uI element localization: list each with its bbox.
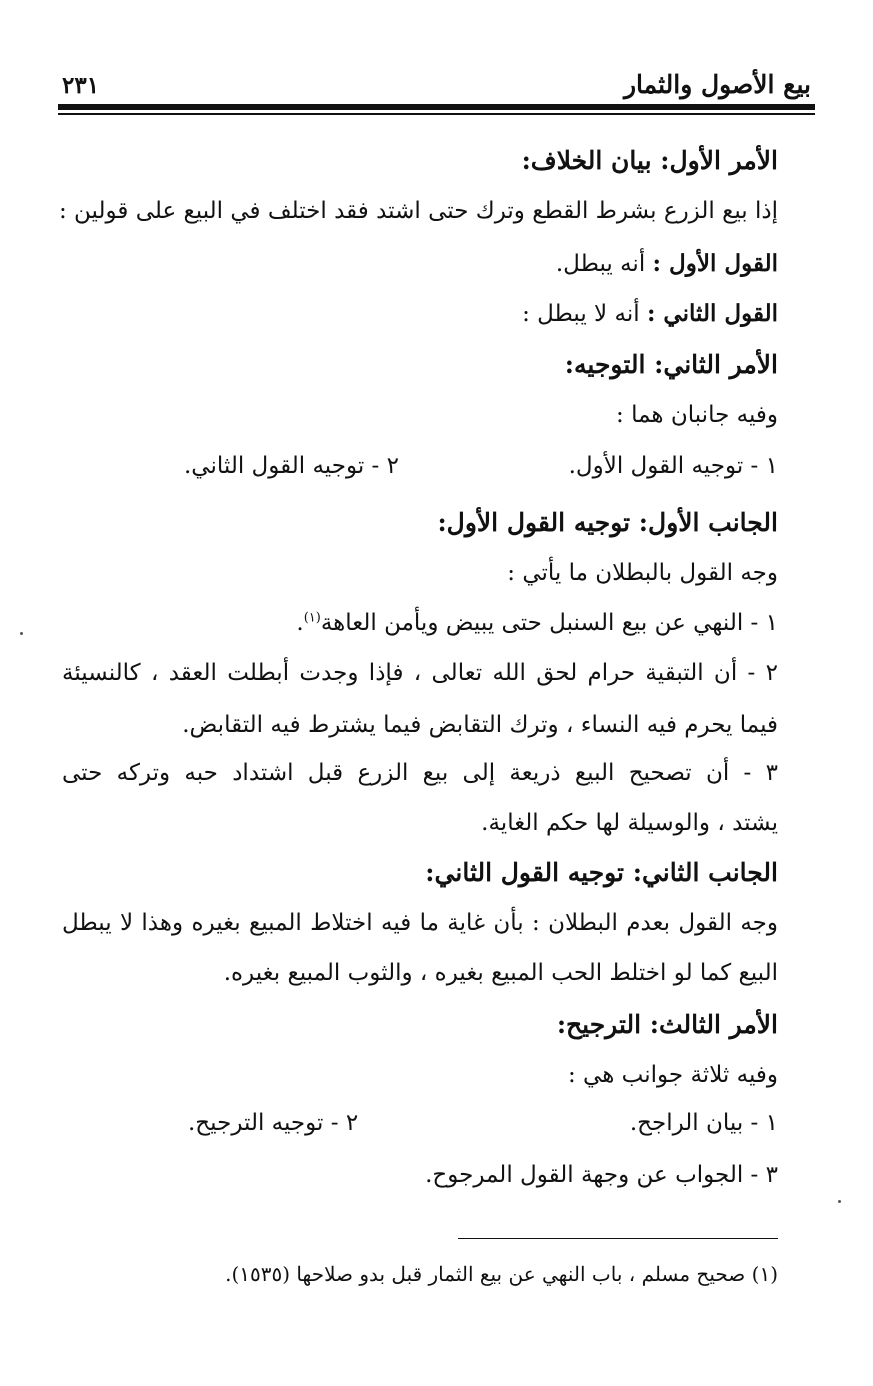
tarjih-item-2: ٢ - توجيه الترجيح. bbox=[188, 1110, 359, 1136]
footnote-ref: (١) bbox=[303, 610, 321, 626]
section-heading-4: الجانب الثاني: توجيه القول الثاني: bbox=[425, 858, 778, 887]
second-opinion-line-2: البيع كما لو اختلط الحب المبيع بغيره ، والثوب المبيع بغيره. bbox=[223, 960, 778, 986]
scan-speck bbox=[838, 1200, 841, 1203]
aspect-item-2: ٢ - توجيه القول الثاني. bbox=[184, 453, 400, 479]
second-opinion-line-1: وجه القول بعدم البطلان : بأن غاية ما فيه اختلاط المبيع بغيره وهذا لا يبطل bbox=[62, 910, 778, 936]
reason-item-3-line-1: ٣ - أن تصحيح البيع ذريعة إلى بيع الزرع قبل اشتداد حبه وتركه حتى bbox=[62, 760, 778, 786]
running-header-title: بيع الأصول والثمار bbox=[623, 70, 811, 99]
intro-paragraph: إذا بيع الزرع بشرط القطع وترك حتى اشتد فقد اختلف في البيع على قولين : bbox=[58, 198, 778, 224]
reason-item-1 bbox=[296, 610, 778, 636]
footnote: (١) صحيح مسلم ، باب النهي عن بيع الثمار قبل بدو صلاحها (١٥٣٥). bbox=[225, 1262, 778, 1286]
opinion-2-label: القول الثاني : bbox=[646, 300, 778, 327]
section-heading-3: الجانب الأول: توجيه القول الأول: bbox=[437, 508, 778, 537]
opinion-1-text: أنه يبطل. bbox=[555, 251, 646, 277]
reason-item-2-line-2: فيما يحرم فيه النساء ، وترك التقابض فيما يشترط فيه التقابض. bbox=[182, 712, 778, 738]
opinion-1 bbox=[556, 250, 778, 277]
reason-item-3-line-2: يشتد ، والوسيلة لها حكم الغاية. bbox=[481, 810, 778, 836]
opinion-2 bbox=[522, 300, 778, 327]
tarjih-item-3: ٣ - الجواب عن وجهة القول المرجوح. bbox=[425, 1162, 778, 1188]
reasons-intro: وجه القول بالبطلان ما يأتي : bbox=[507, 560, 778, 586]
section-heading-2: الأمر الثاني: التوجيه: bbox=[564, 350, 778, 379]
reason-1-end: . bbox=[296, 610, 304, 636]
footnote-separator bbox=[458, 1238, 778, 1239]
aspect-item-1: ١ - توجيه القول الأول. bbox=[568, 453, 778, 479]
section-heading-5: الأمر الثالث: الترجيح: bbox=[556, 1010, 778, 1039]
opinion-1-label: القول الأول : bbox=[652, 250, 778, 277]
section-heading-1: الأمر الأول: بيان الخلاف: bbox=[521, 146, 778, 175]
page-number: ٢٣١ bbox=[62, 72, 100, 99]
header-rule-thin bbox=[58, 113, 815, 115]
reason-item-2-line-1: ٢ - أن التبقية حرام لحق الله تعالى ، فإذا وجدت أبطلت العقد ، كالنسيئة bbox=[62, 660, 778, 686]
scan-speck bbox=[20, 632, 23, 635]
header-rule bbox=[58, 104, 815, 110]
tarjih-item-1: ١ - بيان الراجح. bbox=[629, 1110, 778, 1136]
aspects-intro: وفيه جانبان هما : bbox=[616, 402, 778, 428]
reason-1-text: ١ - النهي عن بيع السنبل حتى يبيض ويأمن العاهة bbox=[320, 610, 778, 636]
opinion-2-text: أنه لا يبطل : bbox=[522, 301, 640, 327]
tarjih-intro: وفيه ثلاثة جوانب هي : bbox=[568, 1062, 778, 1088]
